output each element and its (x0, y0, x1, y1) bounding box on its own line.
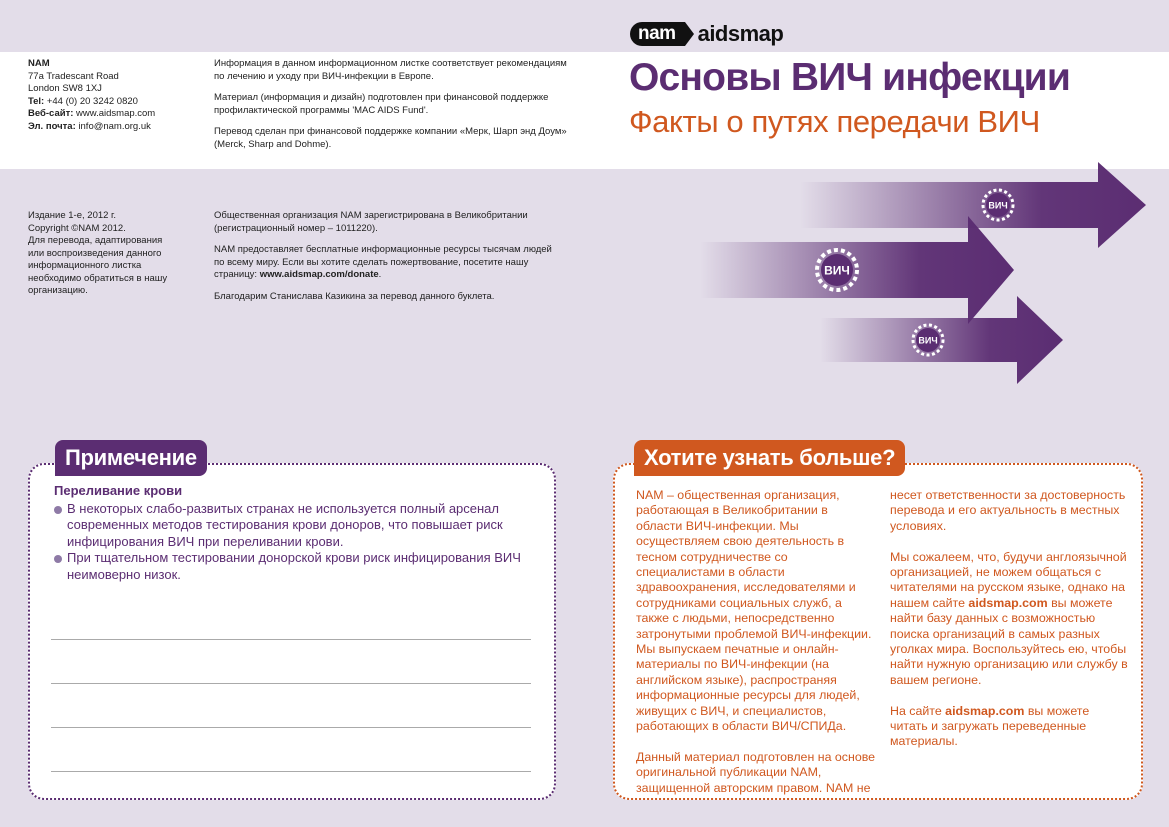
email-label: Эл. почта: (28, 120, 76, 132)
email-line (28, 121, 198, 134)
info-paragraph-2: Материал (информация и дизайн) подготовлен при финансовой поддержке профилактической программы 'MAC AIDS Fund'. (214, 92, 549, 116)
address-line-2: London SW8 1XJ (28, 83, 102, 94)
note-title: Примечение (55, 440, 207, 476)
permission-text: Для перевода, адаптирования или воспроизведения данного информационного листка необходимо обратиться в нашу организацию. (28, 235, 168, 296)
copyright-line: Copyright ©NAM 2012. (28, 222, 126, 234)
info-block (214, 58, 569, 160)
email-link[interactable]: info@nam.org.uk (78, 120, 151, 132)
database-text-b: вы можете найти базу данных с возможностью поиска организаций в самых разных уголках мира. Воспользуйтесь ею, чтобы найти нужную организацию или службу в вашем регионе. (890, 595, 1128, 687)
address-line-1: 77a Tradescant Road (28, 70, 119, 82)
web-line (28, 108, 198, 121)
writing-line (51, 639, 531, 640)
page-subtitle: Факты о путях передачи ВИЧ (629, 104, 1040, 139)
web-link[interactable]: www.aidsmap.com (76, 108, 156, 119)
database-paragraph (890, 550, 1130, 689)
translated-text-a: На сайте (890, 703, 942, 718)
learn-more-right-column (890, 488, 1130, 765)
edition-line: Издание 1-е, 2012 г. (28, 210, 117, 221)
virus-label: ВИЧ (824, 263, 850, 278)
translated-materials-paragraph (890, 704, 1130, 750)
aidsmap-logo (630, 21, 783, 47)
learn-more-left-column (636, 488, 876, 812)
aidsmap-link[interactable]: aidsmap.com (945, 703, 1025, 718)
info-paragraph-3: Перевод сделан при финансовой поддержке компании «Мерк, Шарп энд Доум» (Merck, Sharp and Dohme). (214, 126, 567, 150)
page-title: Основы ВИЧ инфекции (629, 56, 1071, 99)
virus-label: ВИЧ (988, 200, 1008, 211)
org-block (214, 210, 564, 312)
tel-value: +44 (0) 20 3242 0820 (46, 95, 138, 107)
info-paragraph-1: Информация в данном информационном листке соответствует рекомендациям по лечению и уходу при ВИЧ-инфекции в Европе. (214, 58, 567, 82)
thanks-text: Благодарим Станислава Казикина за перевод данного буклета. (214, 290, 495, 302)
note-content (54, 483, 534, 583)
registration-text: Общественная организация NAM зарегистрирована в Великобритании (регистрационный номер – 1011220). (214, 210, 528, 234)
tel-label: Tel: (28, 95, 45, 107)
edition-block (28, 210, 178, 298)
database-text-a: Мы сожалеем, что, будучи англоязычной организацией, не можем общаться с читателями на русском языке, однако на нашем сайте (890, 549, 1127, 610)
writing-line (51, 727, 531, 728)
contact-block (28, 58, 198, 133)
org-name: NAM (28, 58, 50, 69)
logo-nam: nam (630, 22, 685, 46)
note-bullet-1: В некоторых слабо-развитых странах не используется полный арсенал современных методов тестирования крови доноров, что повышает риск инфицирования ВИЧ при переливании крови. (54, 501, 534, 551)
copyright-paragraph: Данный материал подготовлен на основе оригинальной публикации NAM, защищенной авторским правом. NAM не (636, 749, 876, 795)
donation-end: . (378, 269, 382, 280)
writing-line (51, 683, 531, 684)
virus-label: ВИЧ (918, 335, 938, 346)
note-bullet-2: При тщательном тестировании донорской крови риск инфицирования ВИЧ неимоверно низок. (54, 550, 534, 583)
donation-body: NAM предоставляет бесплатные информационные ресурсы тысячам людей по всему миру. Если вы хотите сделать пожертвование, посетите нашу страницу: (214, 244, 552, 280)
logo-arrow-icon (685, 22, 694, 46)
aidsmap-link[interactable]: aidsmap.com (968, 595, 1048, 610)
disclaimer-paragraph: несет ответственности за достоверность перевода и его актуальность в местных условиях. (890, 488, 1126, 533)
donate-link[interactable]: www.aidsmap.com/donate (259, 269, 379, 280)
about-nam-paragraph: NAM – общественная организация, работающая в Великобритании в области ВИЧ-инфекции. Мы осуществляем свою деятельность в тесном сотрудничестве со специалистами в области здравоохранения, исследователями и сотрудниками социальных служб, а также с людьми, непосредственно затронутыми проблемой ВИЧ-инфекции. Мы выпускаем печатные и онлайн-материалы по ВИЧ-инфекции (на английском языке), распространяя информационные ресурсы для людей, живущих с ВИЧ, и специалистов, работающих в области ВИЧ/СПИДа. (636, 488, 872, 734)
web-label: Веб-сайт: (28, 108, 74, 119)
donation-text (214, 244, 564, 282)
logo-aidsmap: aidsmap (697, 21, 784, 46)
tel-line (28, 96, 198, 109)
translated-text-b: вы можете читать и загружать переведенные материалы. (890, 703, 1090, 749)
note-subtitle: Переливание крови (54, 483, 183, 498)
writing-line (51, 771, 531, 772)
learn-more-title: Хотите узнать больше? (634, 440, 905, 476)
transmission-arrows-illustration (700, 160, 1160, 390)
